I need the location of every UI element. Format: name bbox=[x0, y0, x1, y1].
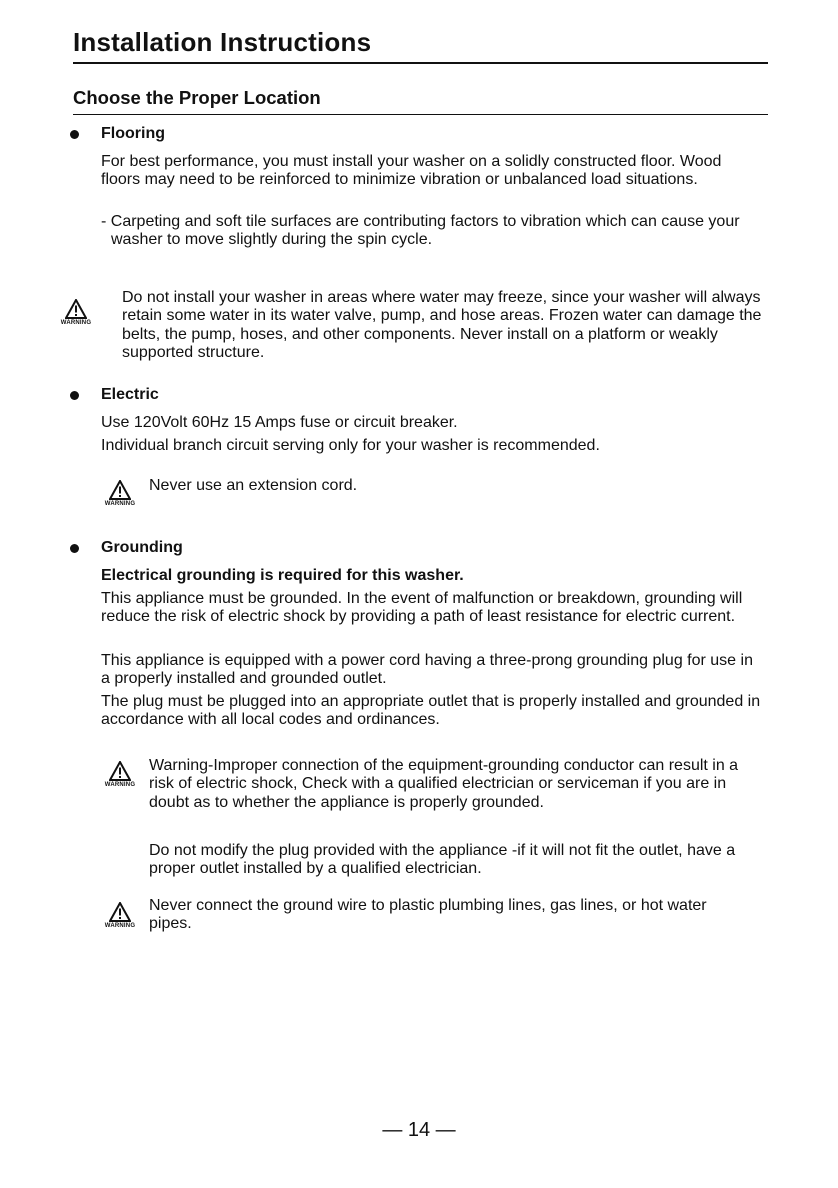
grounding-warning-2-text: Never connect the ground wire to plastic plumbing lines, gas lines, or hot water pipes. bbox=[149, 897, 707, 933]
warning-triangle-icon bbox=[65, 299, 87, 319]
grounding-heading: Grounding bbox=[101, 539, 183, 556]
flooring-note: - Carpeting and soft tile surfaces are contributing factors to vibration which can cause your washer to move slightly during the spin cycle. bbox=[101, 213, 740, 249]
section-divider bbox=[73, 114, 768, 115]
page-number: — 14 — bbox=[382, 1119, 456, 1141]
bullet-icon bbox=[70, 544, 79, 553]
page-title: Installation Instructions bbox=[73, 27, 372, 57]
bullet-icon bbox=[70, 130, 79, 139]
grounding-warning-symbol-2 bbox=[100, 902, 140, 929]
electric-warning-symbol bbox=[100, 480, 140, 507]
flooring-heading: Flooring bbox=[101, 125, 165, 142]
title-divider bbox=[73, 62, 768, 64]
grounding-warning-1-note: Do not modify the plug provided with the appliance -if it will not fit the outlet, have a proper outlet installed by a qualified electrician. bbox=[149, 842, 736, 878]
warning-label: WARNING bbox=[104, 923, 136, 929]
electric-heading: Electric bbox=[101, 386, 159, 403]
flooring-warning-text: Do not install your washer in areas where water may freeze, since your washer will always retain some water in its water valve, pump, and hose areas. Frozen water can damage the belts, the pump, hoses, and other components. Never install on a platform or weakly supported structure. bbox=[122, 289, 762, 361]
grounding-subheading: Electrical grounding is required for this washer. bbox=[101, 567, 464, 584]
electric-line-2: Individual branch circuit serving only for your washer is recommended. bbox=[101, 437, 600, 454]
grounding-para-1: This appliance must be grounded. In the event of malfunction or breakdown, grounding will reduce the risk of electric shock by providing a path of least resistance for electric current. bbox=[101, 590, 743, 626]
warning-label: WARNING bbox=[104, 782, 136, 788]
grounding-warning-symbol-1 bbox=[100, 761, 140, 788]
section-title: Choose the Proper Location bbox=[73, 87, 321, 108]
warning-triangle-icon bbox=[109, 761, 131, 781]
electric-line-1: Use 120Volt 60Hz 15 Amps fuse or circuit breaker. bbox=[101, 414, 458, 431]
warning-label: WARNING bbox=[104, 501, 136, 507]
flooring-body: For best performance, you must install your washer on a solidly constructed floor. Wood floors may need to be reinforced to minimize vibration or unbalanced load situations. bbox=[101, 153, 722, 189]
grounding-para-3: The plug must be plugged into an appropriate outlet that is properly installed and grounded in accordance with all local codes and ordinances. bbox=[101, 693, 761, 729]
electric-warning-text: Never use an extension cord. bbox=[149, 477, 358, 494]
warning-label: WARNING bbox=[60, 320, 92, 326]
grounding-warning-1-text: Warning-Improper connection of the equipment-grounding conductor can result in a risk of electric shock, Check with a qualified electrician or serviceman if you are in doubt as to whether the appliance is properly grounded. bbox=[149, 757, 739, 811]
warning-triangle-icon bbox=[109, 902, 131, 922]
bullet-icon bbox=[70, 391, 79, 400]
warning-triangle-icon bbox=[109, 480, 131, 500]
flooring-warning-symbol bbox=[56, 299, 96, 326]
grounding-para-2: This appliance is equipped with a power cord having a three-prong grounding plug for use in a properly installed and grounded outlet. bbox=[101, 652, 753, 688]
